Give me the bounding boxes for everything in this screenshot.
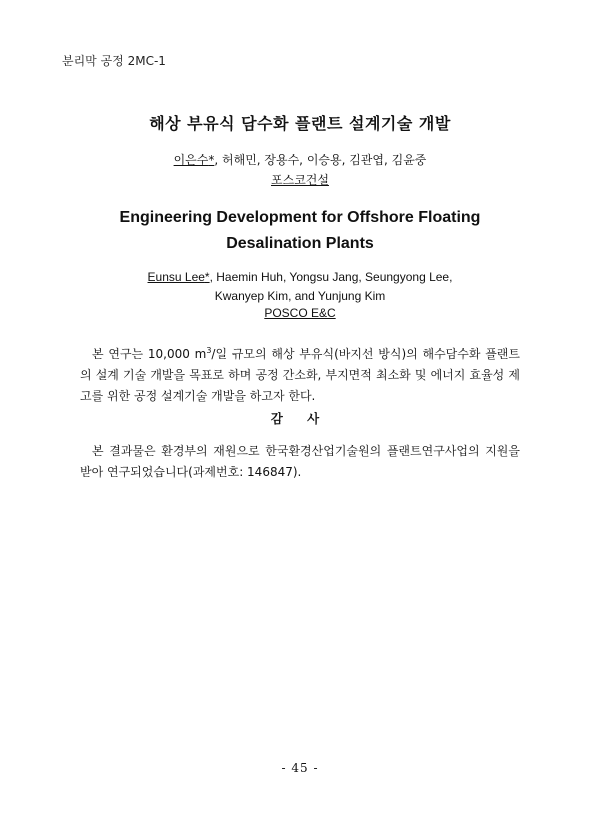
acknowledgement-heading: 감 사 bbox=[270, 411, 330, 426]
other-authors-english: , Haemin Huh, Yongsu Jang, Seungyong Lee, Kwanyep Kim, and Yunjung Kim bbox=[209, 270, 453, 303]
session-code: 분리막 공정 2MC-1 bbox=[62, 54, 166, 68]
title-english: Engineering Development for Offshore Floating Desalination Plants bbox=[119, 209, 481, 252]
abstract-text-end: /일 규모의 해상 부유식(바지선 방식)의 해수담수화 플랜트의 설계 기술 개발을 목표로 하며 공정 간소화, 부지면적 최소화 및 에너지 효율성 제고를 위한 공정 설계기술 개발을 하고자 한다. bbox=[80, 347, 520, 403]
corresponding-author-korean bbox=[174, 153, 215, 167]
corresponding-author-english bbox=[148, 270, 210, 284]
other-authors-korean: , 허해민, 장용수, 이승용, 김관엽, 김윤중 bbox=[214, 153, 427, 167]
abstract-paragraph bbox=[80, 340, 520, 407]
affiliation-english: POSCO E&C bbox=[264, 306, 336, 320]
abstract-superscript: 3 bbox=[206, 346, 212, 355]
affiliation-korean: 포스코건설 bbox=[271, 173, 329, 187]
page-number: - 45 - bbox=[281, 761, 319, 775]
corresponding-mark-english: * bbox=[204, 270, 210, 284]
acknowledgement-paragraph: 본 결과물은 환경부의 재원으로 한국환경산업기술원의 플랜트연구사업의 지원을 받아 연구되었습니다(과제번호: 146847). bbox=[80, 444, 520, 479]
abstract-text-start: 본 연구는 10,000 m bbox=[92, 347, 207, 361]
corresponding-mark: * bbox=[208, 153, 215, 167]
first-author-name-english: Eunsu Lee bbox=[147, 270, 205, 284]
authors-korean bbox=[0, 151, 600, 168]
authors-english bbox=[0, 268, 600, 306]
first-author-name: 이은수 bbox=[173, 153, 209, 167]
title-korean: 해상 부유식 담수화 플랜트 설계기술 개발 bbox=[149, 114, 451, 133]
